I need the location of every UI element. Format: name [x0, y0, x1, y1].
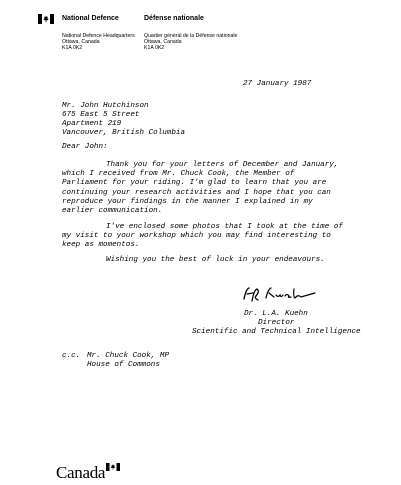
body-line: keep as momentos. [62, 241, 140, 250]
body-line: Parliament for your riding. I'm glad to learn that you are [62, 179, 327, 188]
department-name-fr: Défense nationale [144, 15, 204, 22]
body-line: reproduce your findings in the manner I explained in my [62, 197, 313, 206]
recipient-line: 675 East 5 Street [62, 111, 140, 119]
address-fr-line: Ottawa, Canada [144, 39, 182, 45]
signatory-org: Scientific and Technical Intelligence [192, 328, 361, 336]
cc-recipients [87, 352, 169, 370]
wordmark-flag-icon [106, 463, 120, 471]
signatory-name: Dr. L.A. Kuehn [244, 310, 308, 318]
body-line: Wishing you the best of luck in your endeavours. [106, 256, 325, 264]
cc-line: House of Commons [87, 361, 160, 369]
handwritten-signature [240, 285, 320, 305]
body-line: which I received from Mr. Chuck Cook, the Member of [62, 170, 295, 179]
body-line: earlier communication. [62, 207, 163, 216]
address-fr-line: K1A 0K2 [144, 45, 165, 51]
address-en-line: K1A 0K2 [62, 45, 83, 51]
recipient-line: Vancouver, British Columbia [62, 129, 186, 137]
signatory-title: Director [258, 319, 295, 327]
body-line: Thank you for your letters of December and January, [106, 161, 339, 169]
recipient-address [62, 102, 185, 138]
address-en [62, 33, 135, 51]
cc-line: Mr. Chuck Cook, MP [87, 352, 170, 360]
recipient-line: Mr. John Hutchinson [62, 102, 149, 110]
salutation: Dear John: [62, 143, 108, 151]
department-name-en: National Defence [62, 15, 119, 22]
canada-wordmark [56, 463, 105, 483]
canada-wordmark-text: Canada [56, 463, 106, 482]
letter-date: 27 January 1987 [243, 80, 312, 88]
address-en-line: Ottawa, Canada [62, 39, 100, 45]
body-paragraph-1 [62, 161, 338, 216]
address-en-line: National Defence Headquarters [62, 33, 135, 39]
body-paragraph-2 [62, 223, 343, 251]
address-fr [144, 33, 237, 51]
cc-label: c.c. [62, 352, 81, 360]
body-line: continuing your research activities and I hope that you can [62, 188, 331, 197]
canada-flag-icon [38, 14, 54, 24]
body-line: my visit to your workshop which you may find interesting to [62, 232, 331, 241]
body-line: I've enclosed some photos that I took at the time of [106, 223, 343, 231]
recipient-line: Apartment 219 [62, 120, 122, 128]
body-paragraph-3 [62, 256, 325, 265]
address-fr-line: Quartier général de la Défense nationale [144, 33, 238, 39]
